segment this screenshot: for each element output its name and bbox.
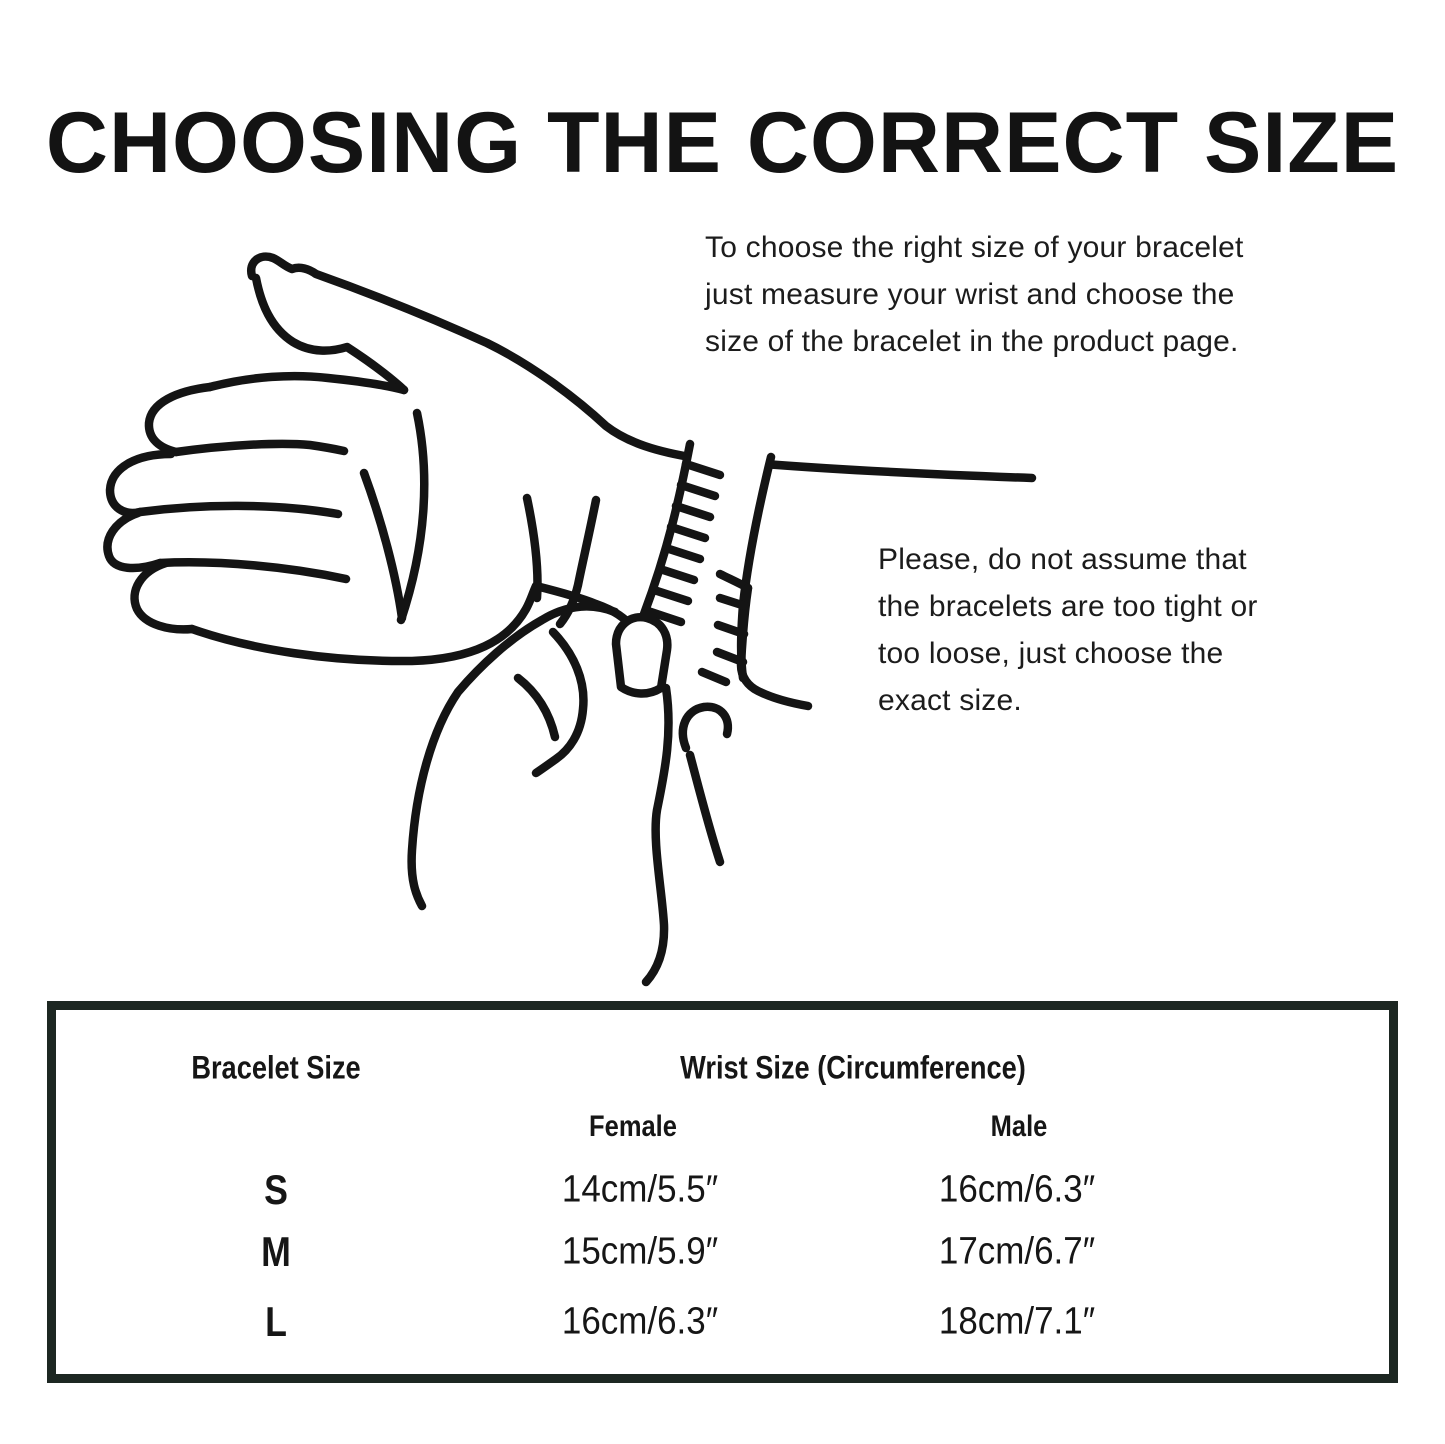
row-female-value: 16cm/6.3″: [561, 1300, 719, 1343]
intro-line: size of the bracelet in the product page.: [705, 325, 1239, 358]
row-size-label: S: [264, 1166, 288, 1213]
subcolumn-male: Male: [990, 1110, 1048, 1143]
row-male-value: 18cm/7.1″: [938, 1300, 1096, 1343]
note-line: exact size.: [878, 684, 1022, 717]
row-male-value: 17cm/6.7″: [938, 1230, 1096, 1273]
note-line: too loose, just choose the: [878, 637, 1224, 670]
hand-measuring-illustration: [80, 240, 1040, 1000]
intro-line: just measure your wrist and choose the: [705, 278, 1235, 311]
open-hand: [107, 257, 1032, 661]
note-line: Please, do not assume that: [878, 543, 1247, 576]
row-size-label: L: [265, 1298, 287, 1345]
subcolumn-female: Female: [589, 1110, 677, 1143]
column-header-wrist-size: Wrist Size (Circumference): [680, 1049, 1026, 1086]
size-table: [47, 1001, 1398, 1383]
row-female-value: 15cm/5.9″: [561, 1230, 719, 1273]
column-header-bracelet-size: Bracelet Size: [191, 1049, 361, 1086]
page-title: CHOOSING THE CORRECT SIZE: [45, 95, 1400, 191]
row-female-value: 14cm/5.5″: [561, 1168, 719, 1211]
row-size-label: M: [261, 1228, 291, 1275]
intro-line: To choose the right size of your bracelet: [705, 231, 1244, 264]
note-line: the bracelets are too tight or: [878, 590, 1258, 623]
row-male-value: 16cm/6.3″: [938, 1168, 1096, 1211]
hand-measuring-svg: [80, 240, 1040, 1000]
